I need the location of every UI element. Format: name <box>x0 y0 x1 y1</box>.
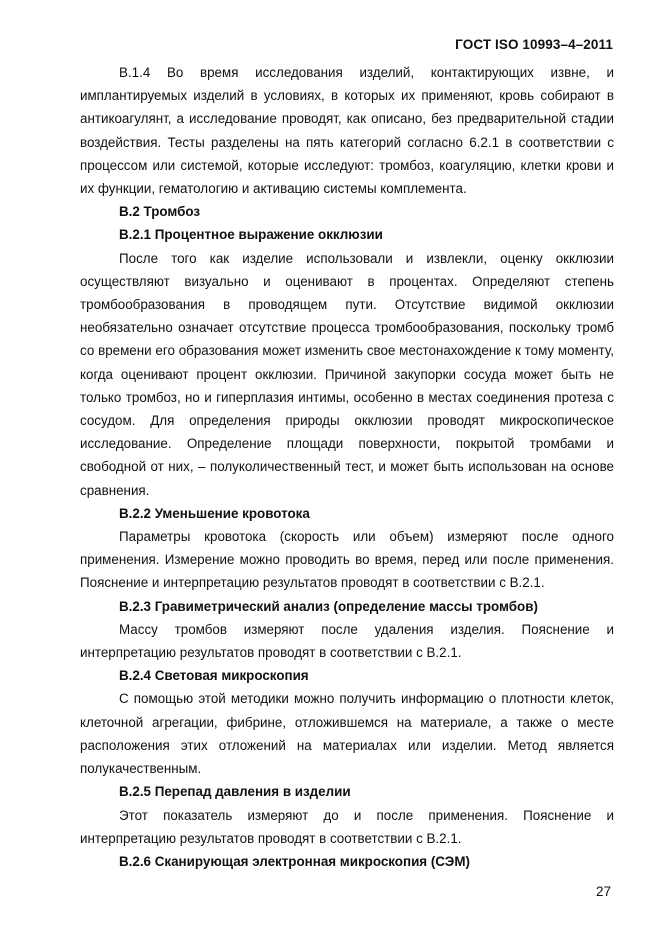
heading-b-2-6: В.2.6 Сканирующая электронная микроскопия (СЭМ) <box>119 853 470 869</box>
paragraph-b-2-4: С помощью этой методики можно получить информацию о плотности клеток, клеточной агрегации, фибрине, отложившемся на материале, а также о месте расположения этих отложений на материалах или изделии. Метод является полукачественным. <box>80 691 614 777</box>
heading-b-2-4: В.2.4 Световая микроскопия <box>119 668 309 684</box>
paragraph-b-2-5: Этот показатель измеряют до и после применения. Пояснение и интерпретацию результатов проводят в соответствии с В.2.1. <box>80 807 614 846</box>
heading-b-2-3: В.2.3 Гравиметрический анализ (определение массы тромбов) <box>119 598 538 614</box>
paragraph-b-2-2: Параметры кровотока (скорость или объем) измеряют после одного применения. Измерение можно проводить во время, перед или после применения. Пояснение и интерпретацию результатов проводят в соответствии с В.2.1. <box>80 529 614 591</box>
paragraph-b-1-4: В.1.4 Во время исследования изделий, контактирующих извне, и имплантируемых изделий в условиях, в которых их применяют, кровь собирают в антикоагулянт, а исследование проводят, как описано, без предварительной стадии воздействия. Тесты разделены на пять категорий согласно 6.2.1 в соответствии с процессом или системой, которые исследуют: тромбоз, коагуляцию, клетки крови и их функции, гематологию и активацию системы комплемента. <box>80 65 614 197</box>
heading-b-2-2: В.2.2 Уменьшение кровотока <box>119 505 310 521</box>
heading-b-2: В.2 Тромбоз <box>119 204 201 220</box>
document-code-header: ГОСТ ISO 10993–4–2011 <box>455 37 613 52</box>
heading-b-2-5: В.2.5 Перепад давления в изделии <box>119 784 351 800</box>
paragraph-b-2-3: Массу тромбов измеряют после удаления изделия. Пояснение и интерпретацию результатов проводят в соответствии с В.2.1. <box>80 621 614 661</box>
page-body <box>80 61 614 873</box>
paragraph-b-2-1: После того как изделие использовали и извлекли, оценку окклюзии осуществляют визуально и оценивают в процентах. Определяют степень тромбообразования в проводящем пути. Отсутствие видимой окклюзии необязательно означает отсутствие процесса тромбообразования, поскольку тромб со времени его образования может изменить свое местонахождение к тому моменту, когда оценивают процент окклюзии. Причиной закупорки сосуда может быть не только тромбоз, но и гиперплазия интимы, особенно в местах соединения протеза с сосудом. Для определения природы окклюзии проводят микроскопическое исследование. Определение площади поверхности, покрытой тромбами и свободной от них, – полуколичественный тест, и может быть использован на основе сравнения. <box>80 250 614 498</box>
heading-b-2-1: В.2.1 Процентное выражение окклюзии <box>119 227 383 243</box>
page-number: 27 <box>595 884 611 899</box>
